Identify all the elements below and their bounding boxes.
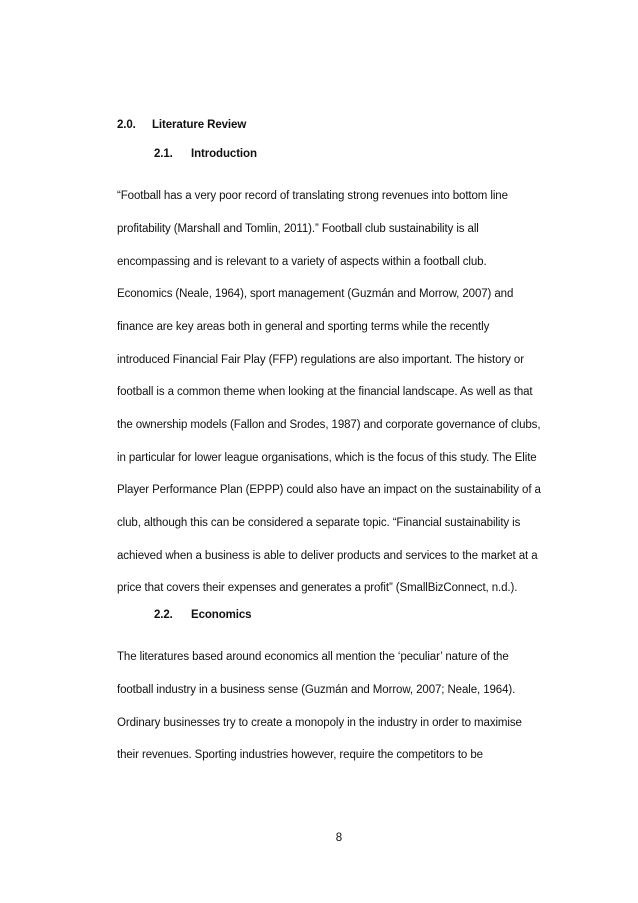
paragraph-line: achieved when a business is able to deliver products and services to the market at a <box>117 550 538 562</box>
subsection-heading-economics <box>154 609 251 621</box>
paragraph-line: price that covers their expenses and generates a profit” (SmallBizConnect, n.d.). <box>117 582 518 594</box>
paragraph-line: football industry in a business sense (Guzmán and Morrow, 2007; Neale, 1964). <box>117 684 516 696</box>
section-title: Literature Review <box>152 119 247 131</box>
paragraph-line: Player Performance Plan (EPPP) could also have an impact on the sustainability of a <box>117 484 541 496</box>
paragraph-line: Ordinary businesses try to create a monopoly in the industry in order to maximise <box>117 717 522 729</box>
paragraph-line: football is a common theme when looking at the financial landscape. As well as that <box>117 386 533 398</box>
paragraph-line: the ownership models (Fallon and Srodes, 1987) and corporate governance of clubs, <box>117 419 541 431</box>
page-number: 8 <box>335 832 343 844</box>
paragraph-line: finance are key areas both in general and sporting terms while the recently <box>117 321 490 333</box>
paragraph-line: encompassing and is relevant to a variety of aspects within a football club. <box>117 256 487 268</box>
paragraph-line: profitability (Marshall and Tomlin, 2011).” Football club sustainability is all <box>117 223 479 235</box>
subsection-title: Economics <box>191 609 252 621</box>
subsection-title: Introduction <box>191 148 257 160</box>
subsection-number: 2.2. <box>154 609 173 621</box>
section-number: 2.0. <box>117 119 136 131</box>
paragraph-line: club, although this can be considered a separate topic. “Financial sustainability is <box>117 517 521 529</box>
subsection-number: 2.1. <box>154 148 173 160</box>
subsection-heading-introduction <box>154 148 257 160</box>
paragraph-line: in particular for lower league organisations, which is the focus of this study. The Elite <box>117 452 537 464</box>
section-heading-literature-review <box>117 119 246 131</box>
paragraph-line: Economics (Neale, 1964), sport management (Guzmán and Morrow, 2007) and <box>117 288 514 300</box>
paragraph-line: introduced Financial Fair Play (FFP) regulations are also important. The history or <box>117 354 524 366</box>
paragraph-line: their revenues. Sporting industries however, require the competitors to be <box>117 749 483 761</box>
paragraph-line: “Football has a very poor record of translating strong revenues into bottom line <box>117 190 508 202</box>
paragraph-line: The literatures based around economics all mention the ‘peculiar’ nature of the <box>117 651 509 663</box>
